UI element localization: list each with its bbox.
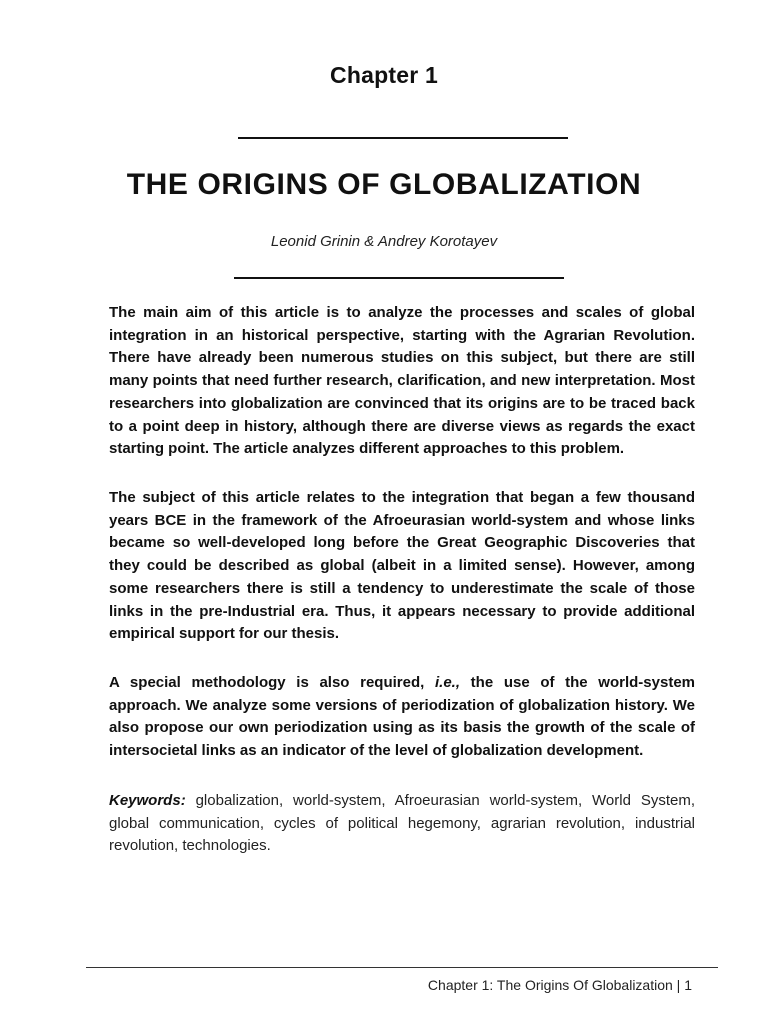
keywords-list: globalization, world-system, Afroeurasian world-system, World System, global communication, cycles of political hegemony, agrarian revolution, industrial revolution, technologies. — [109, 792, 695, 855]
abstract-paragraph-3-italic: i.e., — [434, 674, 460, 691]
abstract-paragraph-2: The subject of this article relates to the integration that began a few thousand years BCE in the framework of the Afroeurasian world-system and whose links became so well-developed long before the Great Geographic Discoveries that they could be described as global (albeit in a limited sense). However, among some researchers there is still a tendency to underestimate the scale of those links in the pre-Industrial era. Thus, it appears necessary to provide additional empirical support for our thesis. — [109, 489, 695, 643]
title-divider-top — [238, 137, 568, 139]
running-footer: Chapter 1: The Origins Of Globalization | 1 — [427, 977, 692, 993]
authors-line: Leonid Grinin & Andrey Korotayev — [270, 233, 498, 250]
keywords-label: Keywords: — [109, 792, 186, 809]
abstract-paragraph-3-start: A special methodology is also required, — [109, 674, 435, 691]
abstract-paragraph-3 — [109, 672, 695, 763]
abstract-paragraph-3-end: the use of the world-system approach. We analyze some versions of periodization of globalization history. We also propose our own periodization using as its basis the growth of the scale of intersocietal links as an indicator of the level of globalization development. — [109, 674, 696, 760]
footer-divider — [86, 967, 718, 968]
page-title: THE ORIGINS OF GLOBALIZATION — [126, 168, 642, 201]
chapter-label: Chapter 1 — [330, 62, 438, 88]
keywords-block — [109, 790, 695, 858]
abstract-paragraph-1: The main aim of this article is to analyze the processes and scales of global integration in an historical perspective, starting with the Agrarian Revolution. There have already been numerous studies on this subject, but there are still many points that need further research, clarification, and new interpretation. Most researchers into globalization are convinced that its origins are to be traced back to a point deep in history, although there are diverse views as regards the exact starting point. The article analyzes different approaches to this problem. — [109, 304, 695, 458]
title-divider-bottom — [234, 277, 564, 279]
